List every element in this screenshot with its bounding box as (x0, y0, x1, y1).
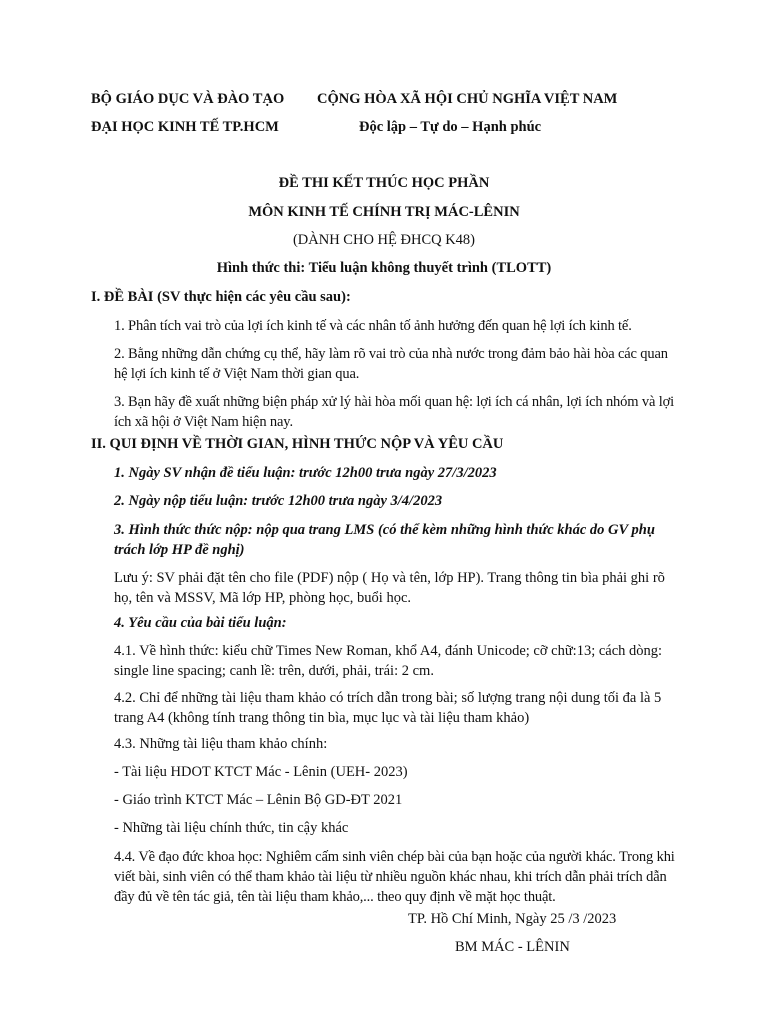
requirements-heading: 4. Yêu cầu của bài tiểu luận: (114, 615, 287, 631)
republic-name: CỘNG HÒA XÃ HỘI CHỦ NGHĨA VIỆT NAM (317, 91, 618, 107)
reference-item: - Giáo trình KTCT Mác – Lênin Bộ GD-ĐT 2021 (114, 792, 403, 808)
submit-date: 2. Ngày nộp tiểu luận: trước 12h00 trưa ngày 3/4/2023 (114, 493, 443, 509)
reference-item: - Những tài liệu chính thức, tin cậy khác (114, 820, 349, 836)
submission-note: Lưu ý: SV phải đặt tên cho file (PDF) nộp ( Họ và tên, lớp HP). Trang thông tin bìa phải ghi rõ họ, tên và MSSV, Mã lớp HP, phòng học, buổi học. (114, 570, 665, 606)
section-2-heading: II. QUI ĐỊNH VỀ THỜI GIAN, HÌNH THỨC NỘP VÀ YÊU CẦU (91, 436, 504, 452)
university-name: ĐẠI HỌC KINH TẾ TP.HCM (91, 119, 279, 135)
national-motto: Độc lập – Tự do – Hạnh phúc (359, 119, 542, 135)
requirement-references: 4.2. Chỉ để những tài liệu tham khảo có trích dẫn trong bài; số lượng trang nội dung tối đa là 5 trang A4 (không tính trang thông tin bìa, mục lục và tài liệu tham khảo) (114, 690, 662, 726)
target-audience: (DÀNH CHO HỆ ĐHCQ K48) (292, 232, 476, 248)
submit-method: 3. Hình thức thức nộp: nộp qua trang LMS (có thể kèm những hình thức khác do GV phụ trách lớp HP đề nghị) (114, 522, 655, 558)
question-2: 2. Bằng những dẫn chứng cụ thể, hãy làm rõ vai trò của nhà nước trong đảm bảo hài hòa các quan hệ lợi ích kinh tế ở Việt Nam thời gian qua. (114, 346, 668, 382)
receive-date: 1. Ngày SV nhận đề tiểu luận: trước 12h00 trưa ngày 27/3/2023 (114, 465, 497, 481)
question-1: 1. Phân tích vai trò của lợi ích kinh tế và các nhân tố ảnh hưởng đến quan hệ lợi ích kinh tế. (114, 318, 632, 334)
exam-format: Hình thức thi: Tiểu luận không thuyết trình (TLOTT) (216, 260, 552, 276)
subject-title: MÔN KINH TẾ CHÍNH TRỊ MÁC-LÊNIN (248, 204, 520, 220)
reference-item: - Tài liệu HDOT KTCT Mác - Lênin (UEH- 2023) (114, 764, 408, 780)
question-3: 3. Bạn hãy đề xuất những biện pháp xử lý hài hòa mối quan hệ: lợi ích cá nhân, lợi ích nhóm và lợi ích xã hội ở Việt Nam hiện nay. (114, 394, 674, 430)
section-1-heading: I. ĐỀ BÀI (SV thực hiện các yêu cầu sau): (91, 289, 351, 305)
requirement-format: 4.1. Về hình thức: kiểu chữ Times New Roman, khổ A4, đánh Unicode; cỡ chữ:13; cách dòng: single line spacing; canh lề: trên, dưới, phải, trái: 2 cm. (114, 643, 663, 679)
place-date: TP. Hồ Chí Minh, Ngày 25 /3 /2023 (408, 911, 617, 927)
ministry-name: BỘ GIÁO DỤC VÀ ĐÀO TẠO (91, 91, 285, 107)
signature-department: BM MÁC - LÊNIN (455, 939, 570, 955)
exam-title: ĐỀ THI KẾT THÚC HỌC PHẦN (278, 175, 490, 191)
requirement-main-refs: 4.3. Những tài liệu tham khảo chính: (114, 736, 328, 752)
requirement-ethics: 4.4. Về đạo đức khoa học: Nghiêm cấm sinh viên chép bài của bạn hoặc của người khác. Trong khi viết bài, sinh viên có thể tham khảo tài liệu từ nhiều nguồn khác nhau, khi trích dẫn phải trích dẫn đầy đủ về tên tác giả, tên tài liệu tham khảo,... theo quy định về mặt học thuật. (114, 849, 675, 905)
